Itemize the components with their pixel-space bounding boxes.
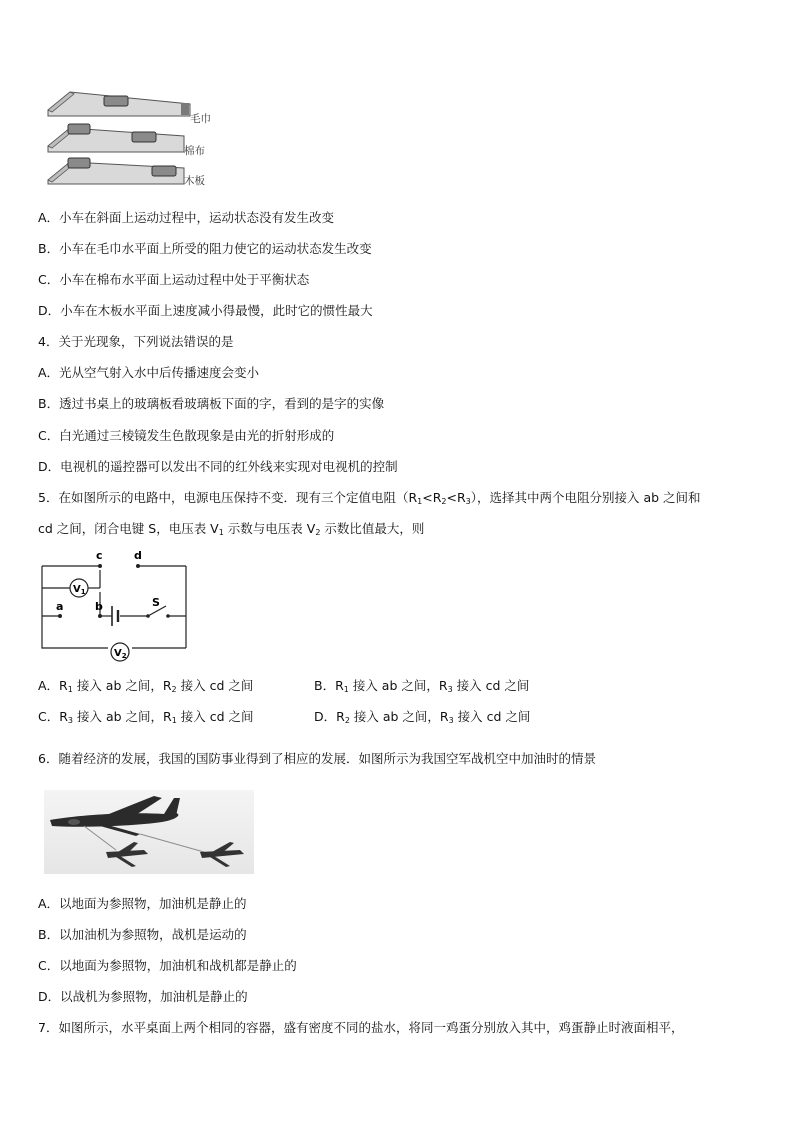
ramp-towel [48, 92, 190, 116]
q5-option-d: D．$R_2$ 接入 ab 之间，$R_3$ 接入 cd 之间 [314, 709, 531, 725]
q4-option-c: C．白光通过三棱镜发生色散现象是由光的折射形成的 [38, 428, 335, 443]
q5-option-a: A．$R_1$ 接入 ab 之间，$R_2$ 接入 cd 之间 [38, 678, 254, 694]
q5-stem-line1: 5．在如图所示的电路中，电源电压保持不变．现有三个定值电阻$(R_1<R_2<R_3)$，选择其中两个电阻分别接入 ab 之间和 [38, 490, 701, 506]
q6-option-d: D．以战机为参照物，加油机是静止的 [38, 989, 248, 1004]
q5-option-b: B．$R_1$ 接入 ab 之间，$R_3$ 接入 cd 之间 [314, 678, 530, 694]
terminal-a-label: a [56, 600, 64, 613]
q6-option-b: B．以加油机为参照物，战机是运动的 [38, 927, 247, 942]
ramp-board [48, 158, 184, 184]
label-cotton: 棉布 [184, 145, 205, 157]
q6-stem: 6．随着经济的发展，我国的国防事业得到了相应的发展．如图所示为我国空军战机空中加油时的情景 [38, 751, 596, 766]
q3-option-b: B．小车在毛巾水平面上所受的阻力使它的运动状态发生改变 [38, 241, 372, 256]
circuit-diagram [38, 548, 194, 668]
terminal-b-label: b [95, 600, 103, 613]
label-board: 木板 [184, 175, 205, 187]
q5-stem-line2: cd 之间，闭合电键 S，电压表 $V_1$ 示数与电压表 $V_2$ 示数比值最大，则 [38, 521, 425, 537]
ramp-experiment-figure [44, 84, 224, 192]
q3-option-c: C．小车在棉布水平面上运动过程中处于平衡状态 [38, 272, 310, 287]
aerial-refueling-figure [44, 790, 254, 874]
q3-option-a: A．小车在斜面上运动过程中，运动状态没有发生改变 [38, 210, 335, 225]
q4-option-d: D．电视机的遥控器可以发出不同的红外线来实现对电视机的控制 [38, 459, 398, 474]
switch-s-label: S [152, 596, 160, 609]
q7-stem: 7．如图所示，水平桌面上两个相同的容器，盛有密度不同的盐水，将同一鸡蛋分别放入其中，鸡蛋静止时液面相平， [38, 1020, 684, 1035]
q5-option-c: C．$R_3$ 接入 ab 之间，$R_1$ 接入 cd 之间 [38, 709, 254, 725]
q4-stem: 4．关于光现象，下列说法错误的是 [38, 334, 234, 349]
q4-option-b: B．透过书桌上的玻璃板看玻璃板下面的字，看到的是字的实像 [38, 396, 385, 411]
q6-option-a: A．以地面为参照物，加油机是静止的 [38, 896, 247, 911]
ramp-cotton [48, 124, 184, 152]
v1-label: $V_1$ [73, 584, 86, 596]
v2-label: $V_2$ [114, 648, 127, 660]
terminal-c-label: c [96, 549, 103, 562]
q4-option-a: A．光从空气射入水中后传播速度会变小 [38, 365, 260, 380]
q6-option-c: C．以地面为参照物，加油机和战机都是静止的 [38, 958, 297, 973]
label-towel: 毛巾 [190, 113, 211, 125]
terminal-d-label: d [134, 549, 142, 562]
q3-option-d: D．小车在木板水平面上速度减小得最慢，此时它的惯性最大 [38, 303, 373, 318]
